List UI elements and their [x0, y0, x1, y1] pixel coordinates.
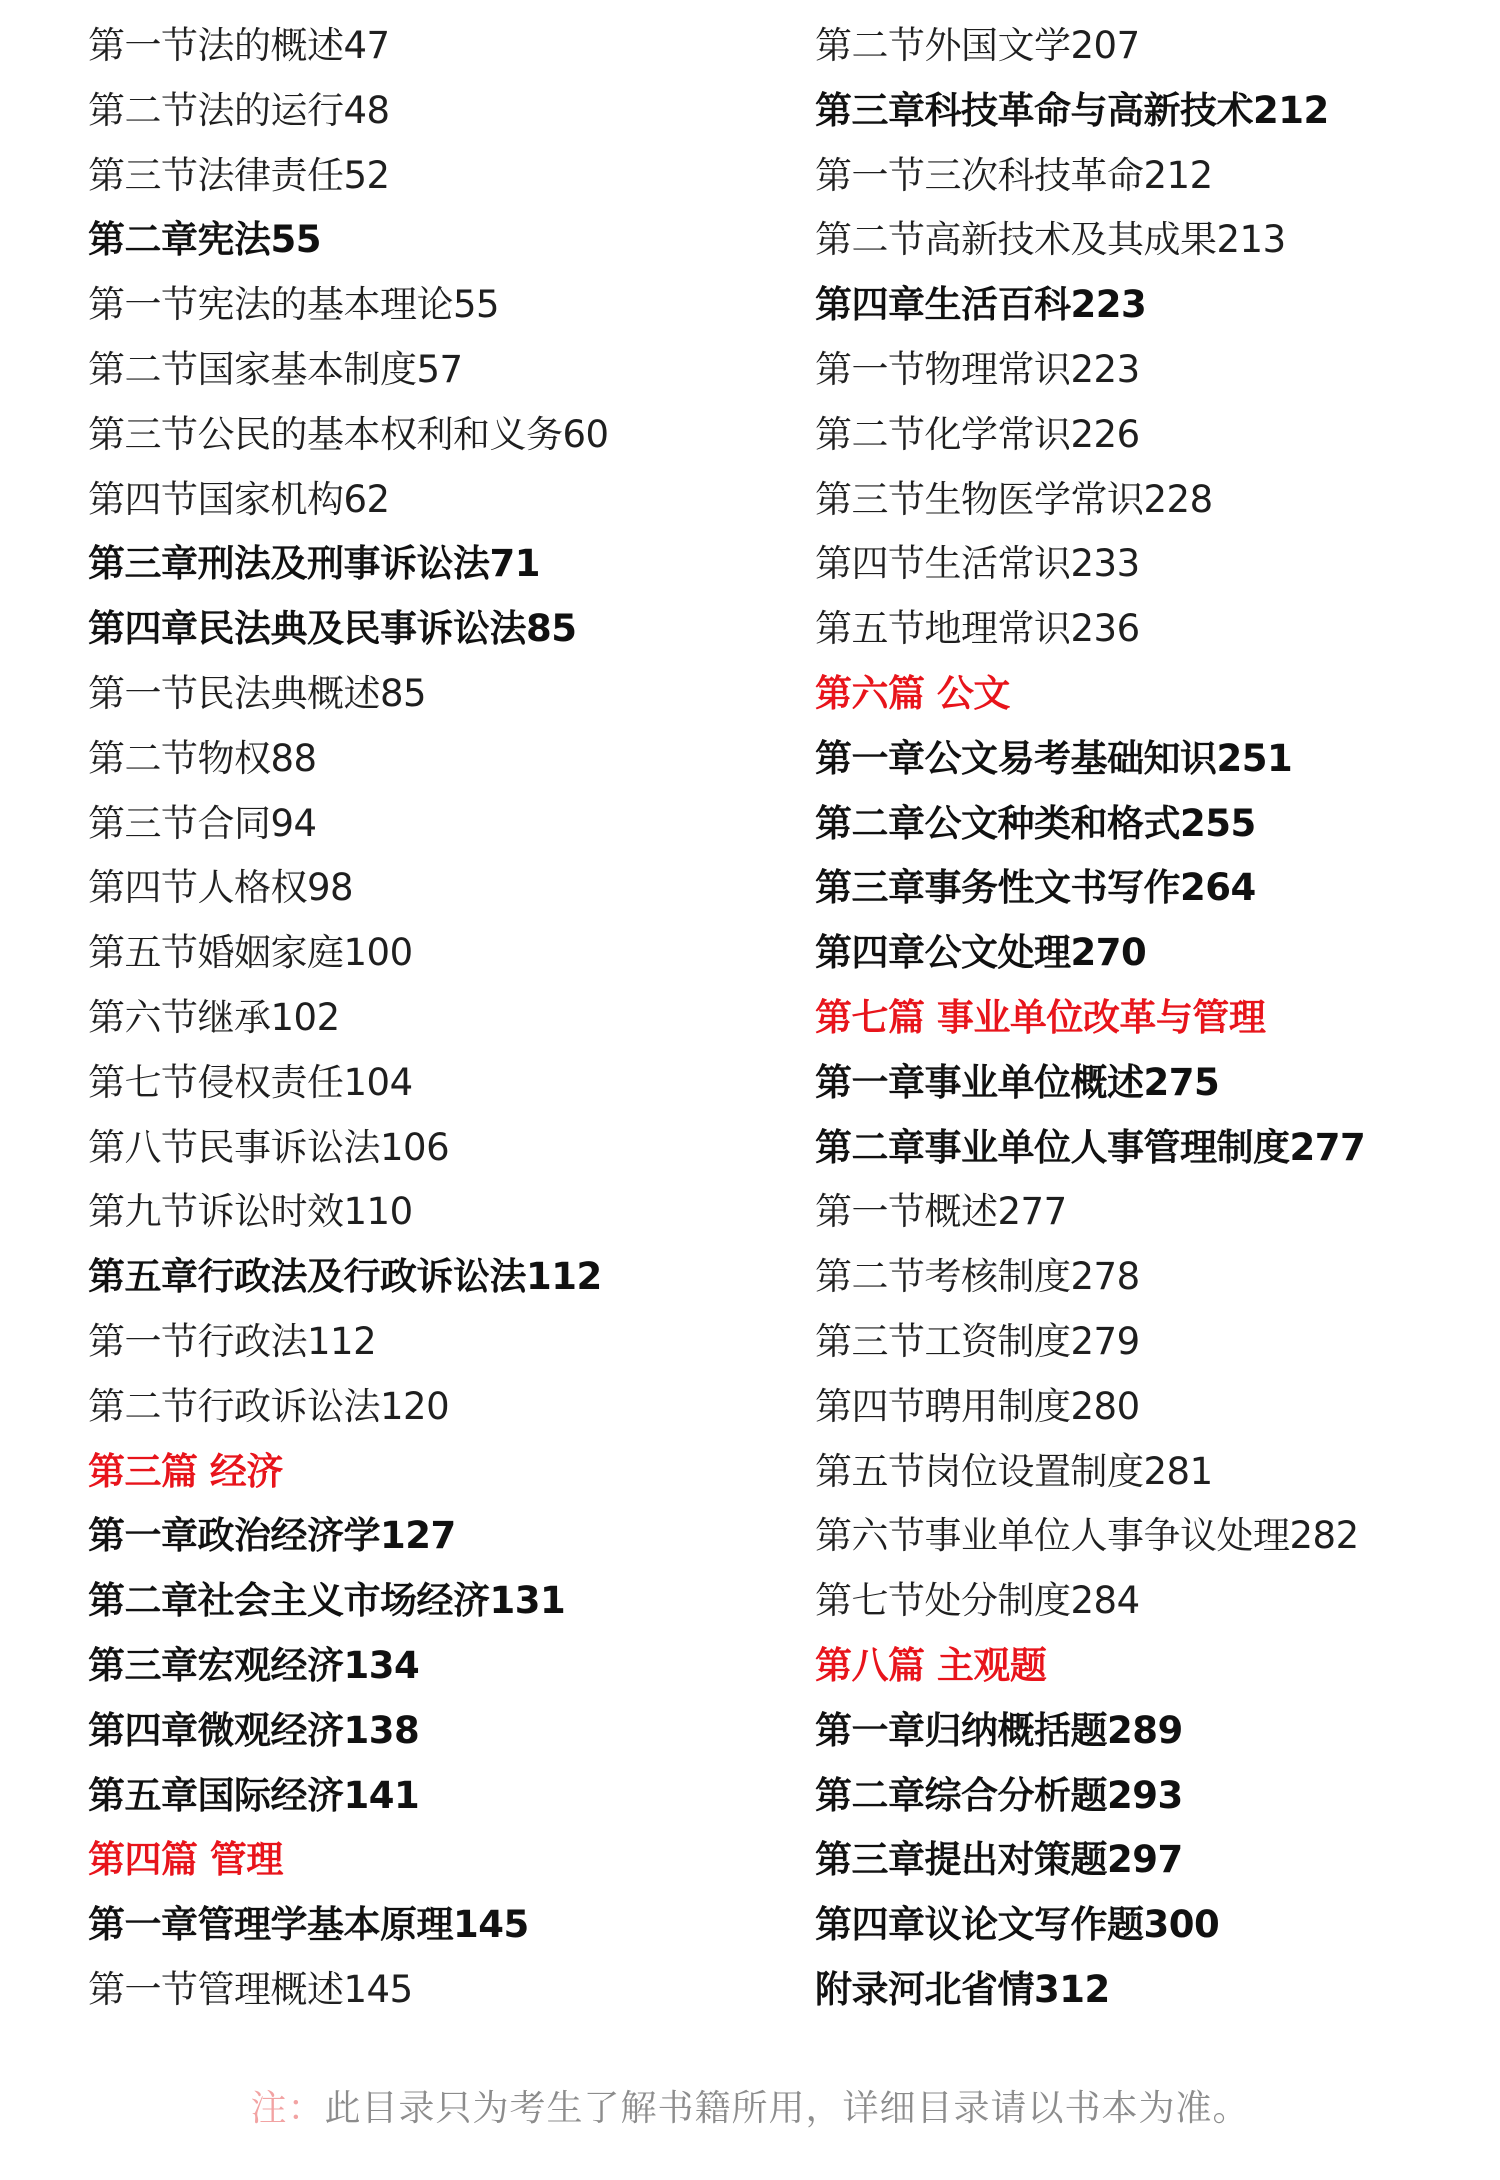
toc-chapter-entry: 第二章综合分析题293: [815, 1773, 1183, 1817]
toc-section-entry: 第一节民法典概述85: [88, 671, 427, 715]
toc-section-entry: 第七节侵权责任104: [88, 1060, 413, 1104]
toc-section-entry: 第八节民事诉讼法106: [88, 1125, 450, 1169]
toc-chapter-entry: 第二章事业单位人事管理制度277: [815, 1125, 1366, 1169]
toc-section-entry: 第四节聘用制度280: [815, 1384, 1140, 1428]
toc-chapter-entry: 第三章提出对策题297: [815, 1838, 1183, 1882]
footnote: [0, 2080, 1500, 2131]
toc-section-entry: 第四节人格权98: [88, 866, 354, 910]
toc-chapter-entry: 第三章刑法及刑事诉讼法71: [88, 542, 540, 586]
toc-chapter-entry: 第二章社会主义市场经济131: [88, 1579, 566, 1623]
toc-section-entry: 第一节宪法的基本理论55: [88, 283, 500, 327]
footnote-text: 此目录只为考生了解书籍所用，详细目录请以书本为准。: [324, 2088, 1250, 2129]
toc-chapter-entry: 第一章公文易考基础知识251: [815, 736, 1293, 780]
toc-chapter-entry: 第二章宪法55: [88, 218, 321, 262]
toc-section-entry: 第一节三次科技革命212: [815, 153, 1213, 197]
toc-chapter-entry: 第五章国际经济141: [88, 1773, 420, 1817]
toc-section-entry: 第三节公民的基本权利和义务60: [88, 412, 609, 456]
toc-chapter-entry: 第四章微观经济138: [88, 1708, 420, 1752]
toc-section-entry: 第六节事业单位人事争议处理282: [815, 1514, 1359, 1558]
toc-section-entry: 第四节生活常识233: [815, 542, 1140, 586]
toc-chapter-entry: 第三章宏观经济134: [88, 1643, 420, 1687]
toc-chapter-entry: 附录河北省情312: [815, 1967, 1110, 2011]
toc-chapter-entry: 第三章事务性文书写作264: [815, 866, 1256, 910]
toc-part-entry: 第四篇 管理: [88, 1838, 283, 1882]
toc-section-entry: 第九节诉讼时效110: [88, 1190, 413, 1234]
toc-section-entry: 第三节法律责任52: [88, 153, 390, 197]
toc-section-entry: 第五节地理常识236: [815, 607, 1140, 651]
toc-part-entry: 第七篇 事业单位改革与管理: [815, 995, 1266, 1039]
toc-section-entry: 第六节继承102: [88, 995, 340, 1039]
toc-section-entry: 第三节工资制度279: [815, 1319, 1140, 1363]
toc-section-entry: 第一节行政法112: [88, 1319, 377, 1363]
toc-right-column: [815, 14, 1365, 2023]
toc-chapter-entry: 第五章行政法及行政诉讼法112: [88, 1255, 602, 1299]
toc-chapter-entry: 第一章事业单位概述275: [815, 1060, 1220, 1104]
toc-section-entry: 第二节法的运行48: [88, 88, 390, 132]
toc-section-entry: 第二节物权88: [88, 736, 317, 780]
toc-section-entry: 第五节婚姻家庭100: [88, 931, 413, 975]
toc-chapter-entry: 第二章公文种类和格式255: [815, 801, 1256, 845]
toc-chapter-entry: 第一章管理学基本原理145: [88, 1903, 529, 1947]
toc-section-entry: 第二节高新技术及其成果213: [815, 218, 1286, 262]
toc-section-entry: 第五节岗位设置制度281: [815, 1449, 1213, 1493]
toc-chapter-entry: 第四章公文处理270: [815, 931, 1147, 975]
toc-section-entry: 第一节概述277: [815, 1190, 1067, 1234]
toc-section-entry: 第三节生物医学常识228: [815, 477, 1213, 521]
toc-section-entry: 第二节化学常识226: [815, 412, 1140, 456]
toc-section-entry: 第二节国家基本制度57: [88, 347, 463, 391]
toc-section-entry: 第一节法的概述47: [88, 24, 390, 67]
toc-part-entry: 第六篇 公文: [815, 671, 1010, 715]
toc-section-entry: 第一节物理常识223: [815, 347, 1140, 391]
toc-chapter-entry: 第四章民法典及民事诉讼法85: [88, 607, 577, 651]
toc-section-entry: 第一节管理概述145: [88, 1967, 413, 2011]
toc-section-entry: 第二节考核制度278: [815, 1255, 1140, 1299]
toc-section-entry: 第四节国家机构62: [88, 477, 390, 521]
toc-chapter-entry: 第一章归纳概括题289: [815, 1708, 1183, 1752]
footnote-label: 注：: [250, 2088, 325, 2129]
toc-part-entry: 第八篇 主观题: [815, 1643, 1047, 1687]
toc-section-entry: 第二节外国文学207: [815, 24, 1140, 67]
toc-chapter-entry: 第四章议论文写作题300: [815, 1903, 1220, 1947]
toc-part-entry: 第三篇 经济: [88, 1449, 283, 1493]
toc-chapter-entry: 第三章科技革命与高新技术212: [815, 88, 1329, 132]
toc-left-column: [88, 14, 609, 2023]
toc-chapter-entry: 第四章生活百科223: [815, 283, 1147, 327]
toc-section-entry: 第二节行政诉讼法120: [88, 1384, 450, 1428]
toc-chapter-entry: 第一章政治经济学127: [88, 1514, 456, 1558]
toc-section-entry: 第七节处分制度284: [815, 1579, 1140, 1623]
toc-section-entry: 第三节合同94: [88, 801, 317, 845]
